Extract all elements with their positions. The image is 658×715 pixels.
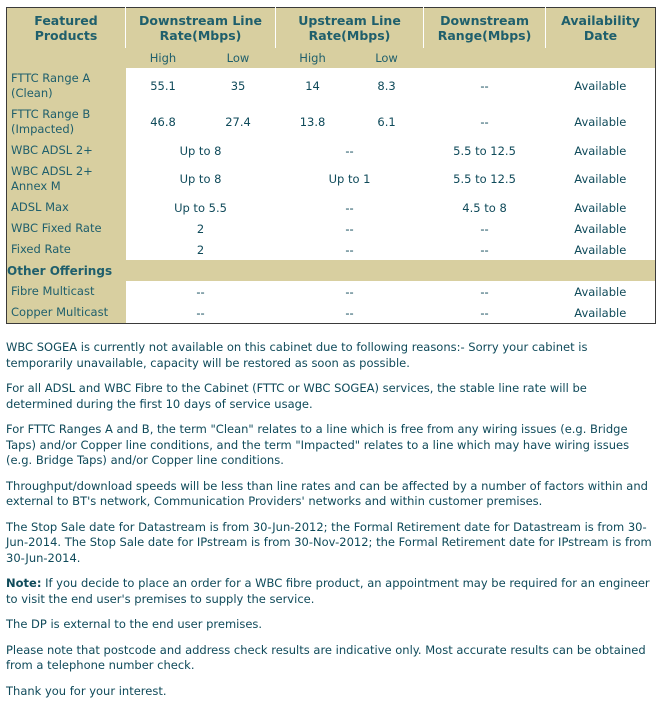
availability-value: Available [546,239,656,260]
table-row [7,104,656,140]
subheader-blank [424,48,546,68]
subheader-up-high: High [276,48,350,68]
subheader-blank [546,48,656,68]
availability-value: Available [546,197,656,218]
section-row-other-offerings [7,260,656,281]
availability-value: Available [546,281,656,302]
header-downstream-rate: Downstream Line Rate(Mbps) [126,8,276,49]
section-title: Other Offerings [7,260,656,281]
table-row [7,239,656,260]
product-name: Fibre Multicast [7,281,126,302]
product-name: WBC ADSL 2+ [7,140,126,161]
down-low-value: 35 [201,68,276,104]
header-featured-products: Featured Products [7,8,126,49]
range-value: -- [424,104,546,140]
availability-table [6,7,656,324]
product-name: Fixed Rate [7,239,126,260]
header-availability-date: Availability Date [546,8,656,49]
down-low-value: 27.4 [201,104,276,140]
indicative-note: Please note that postcode and address check results are indicative only. Most accurate results can be obtained from a telephone number check. [6,642,646,672]
range-value: 5.5 to 12.5 [424,161,546,197]
up-high-value: 13.8 [276,104,350,140]
fttc-ranges-note: For FTTC Ranges A and B, the term "Clean" relates to a line which is free from any wiring issues (e.g. Bridge Taps) and/or Copper line conditions, and the term "Impacted" relates to a line which may have wiring issues (e.g. Bridge Taps) and/or Copper line conditions. [6,422,630,467]
subheader-down-high: High [126,48,201,68]
up-high-value: 14 [276,68,350,104]
stable-rate-note: For all ADSL and WBC Fibre to the Cabinet (FTTC or WBC SOGEA) services, the stable line rate will be determined during the first 10 days of service usage. [6,381,587,411]
table-subheader-row [7,48,656,68]
upstream-value: -- [276,218,424,239]
table-row [7,161,656,197]
downstream-value: Up to 8 [126,140,276,161]
table-row [7,302,656,324]
stop-sale-note: The Stop Sale date for Datastream is from 30-Jun-2012; the Formal Retirement date for Datastream is from 30-Jun-2014. The Stop Sale date for IPstream is from 30-Nov-2012; the Formal Retirement date for IPstream is from 30-Jun-2014. [6,519,652,565]
thanks-note: Thank you for your interest. [6,683,167,698]
header-downstream-range: Downstream Range(Mbps) [424,8,546,49]
down-high-value: 46.8 [126,104,201,140]
table-row [7,68,656,104]
availability-value: Available [546,218,656,239]
downstream-value: -- [126,302,276,324]
range-value: 4.5 to 8 [424,197,546,218]
subheader-up-low: Low [350,48,424,68]
table-row [7,197,656,218]
product-name: FTTC Range B (Impacted) [7,104,126,140]
table-header-row [7,8,656,49]
note-text: If you decide to place an order for a WBC fibre product, an appointment may be required for an engineer to visit the end user's premises to supply the service. [6,576,650,606]
notes-section [6,340,652,709]
appointment-note [6,576,652,607]
range-value: -- [424,218,546,239]
table-row [7,140,656,161]
product-name: FTTC Range A (Clean) [7,68,126,104]
sogea-note: WBC SOGEA is currently not available on this cabinet due to following reasons:- Sorry your cabinet is temporarily unavailable, capacity will be restored as soon as possible. [6,340,588,370]
up-low-value: 6.1 [350,104,424,140]
availability-value: Available [546,161,656,197]
downstream-value: Up to 8 [126,161,276,197]
upstream-value: -- [276,281,424,302]
upstream-value: Up to 1 [276,161,424,197]
range-value: -- [424,302,546,324]
up-low-value: 8.3 [350,68,424,104]
availability-value: Available [546,302,656,324]
availability-value: Available [546,140,656,161]
dp-note: The DP is external to the end user premises. [6,617,263,631]
product-name: WBC ADSL 2+ Annex M [7,161,126,197]
product-name: WBC Fixed Rate [7,218,126,239]
range-value: -- [424,68,546,104]
throughput-note: Throughput/download speeds will be less than line rates and can be affected by a number of factors within and external to BT's network, Communication Providers' networks and within customer premises. [6,478,648,508]
header-upstream-rate: Upstream Line Rate(Mbps) [276,8,424,49]
upstream-value: -- [276,197,424,218]
product-name: Copper Multicast [7,302,126,324]
note-label: Note: [6,576,42,590]
upstream-value: -- [276,239,424,260]
down-high-value: 55.1 [126,68,201,104]
subheader-blank [7,48,126,68]
downstream-value: -- [126,281,276,302]
table-row [7,218,656,239]
subheader-down-low: Low [201,48,276,68]
product-name: ADSL Max [7,197,126,218]
downstream-value: 2 [126,218,276,239]
upstream-value: -- [276,302,424,324]
downstream-value: Up to 5.5 [126,197,276,218]
downstream-value: 2 [126,239,276,260]
range-value: 5.5 to 12.5 [424,140,546,161]
availability-value: Available [546,68,656,104]
table-row [7,281,656,302]
availability-value: Available [546,104,656,140]
range-value: -- [424,281,546,302]
upstream-value: -- [276,140,424,161]
range-value: -- [424,239,546,260]
